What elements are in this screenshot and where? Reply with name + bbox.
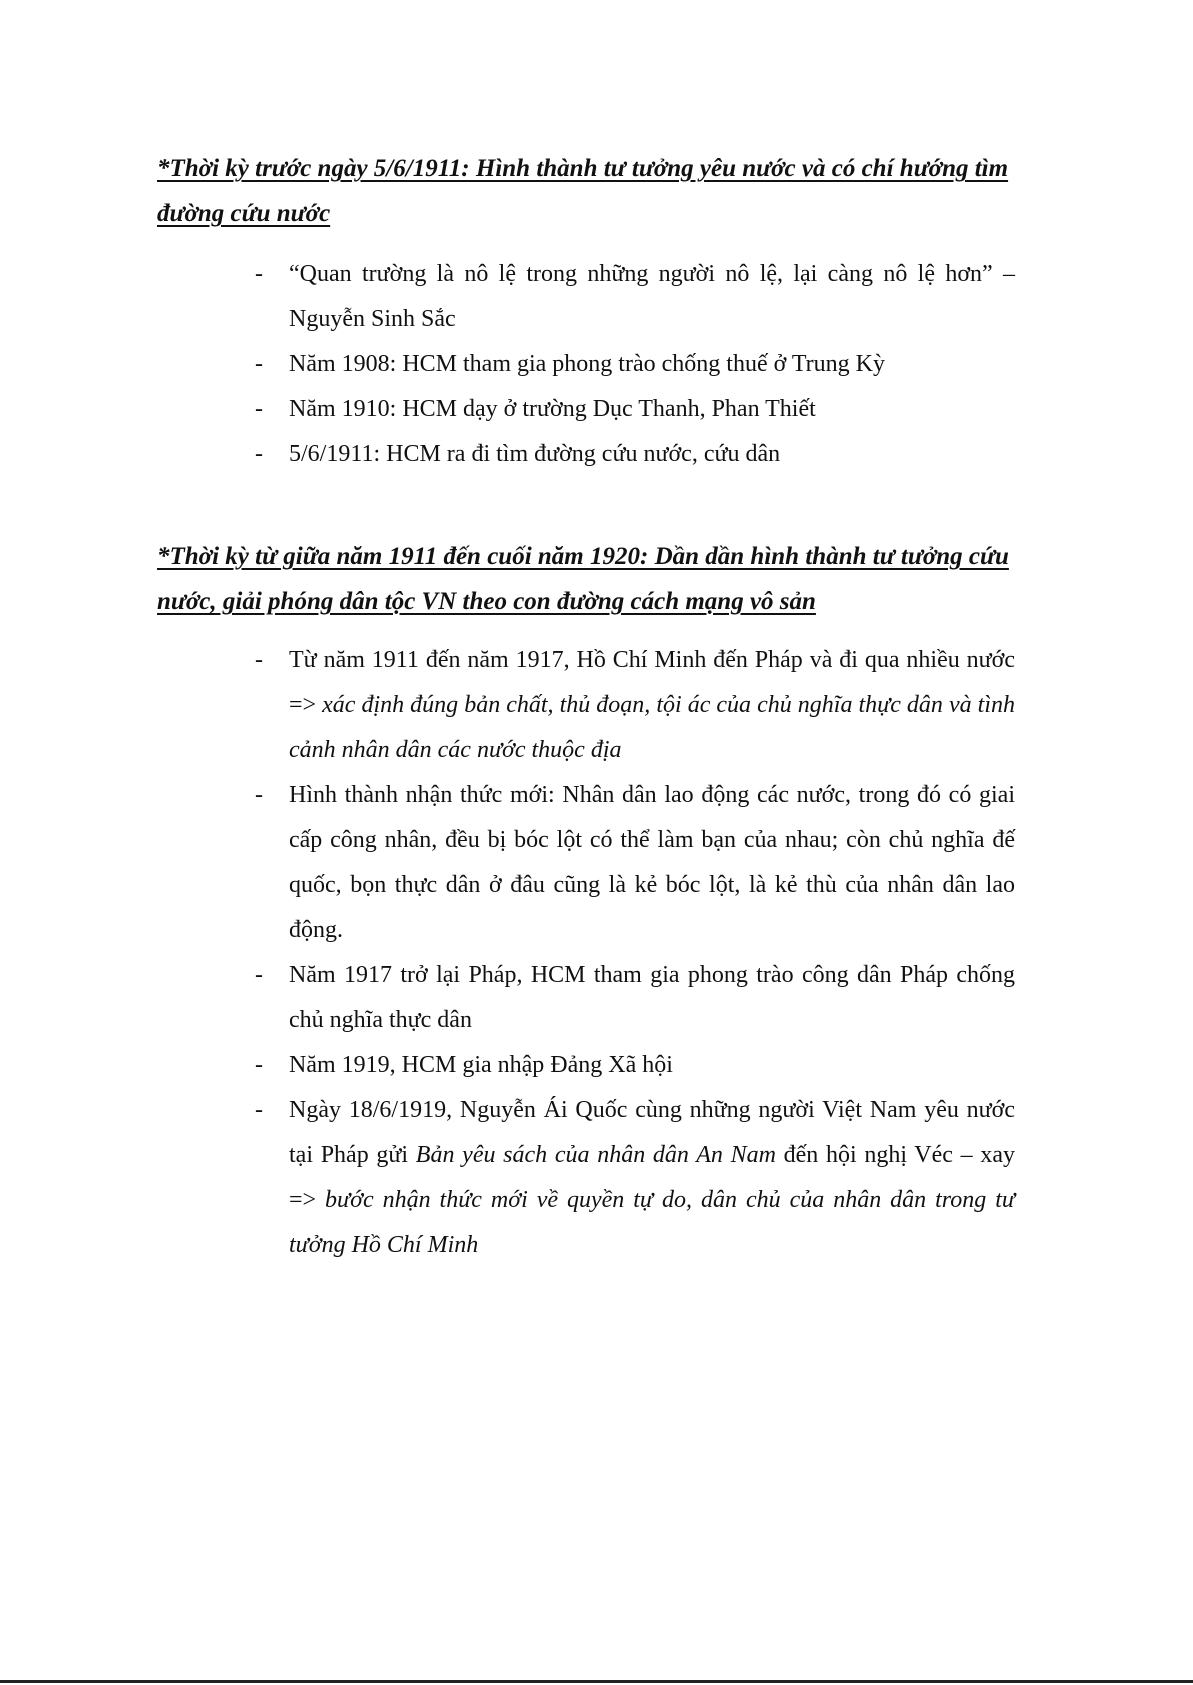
list-item-text: Năm 1917 trở lại Pháp, HCM tham gia phong trào công dân Pháp chống chủ nghĩa thực dân bbox=[289, 962, 1015, 1033]
bullet-dash: - bbox=[255, 441, 263, 467]
bullet-dash: - bbox=[255, 1097, 263, 1123]
bullet-dash: - bbox=[255, 782, 263, 808]
bullet-dash: - bbox=[255, 1052, 263, 1078]
list-item-text: Năm 1908: HCM tham gia phong trào chống thuế ở Trung Kỳ bbox=[289, 351, 885, 377]
bullet-list-1 bbox=[255, 252, 1015, 477]
list-item-text: Năm 1910: HCM dạy ở trường Dục Thanh, Phan Thiết bbox=[289, 396, 816, 422]
bullet-dash: - bbox=[255, 396, 263, 422]
list-item bbox=[255, 773, 1015, 953]
bullet-dash: - bbox=[255, 351, 263, 377]
list-item bbox=[255, 432, 1015, 477]
list-item-text: “Quan trường là nô lệ trong những người nô lệ, lại càng nô lệ hơn” – Nguyễn Sinh Sắc bbox=[289, 261, 1015, 332]
document-title-italic: Bản yêu sách của nhân dân An Nam bbox=[415, 1142, 776, 1168]
list-item bbox=[255, 1088, 1015, 1268]
list-item bbox=[255, 1043, 1015, 1088]
list-item-text: 5/6/1911: HCM ra đi tìm đường cứu nước, cứu dân bbox=[289, 441, 781, 467]
list-item-text: đến hội nghị Véc – xay => bbox=[289, 1142, 1016, 1213]
bullet-dash: - bbox=[255, 261, 263, 287]
list-item bbox=[255, 638, 1015, 773]
list-item-italic-text: bước nhận thức mới về quyền tự do, dân chủ của nhân dân trong tư tưởng Hồ Chí Minh bbox=[289, 1187, 1015, 1258]
page-bottom-rule bbox=[0, 1680, 1193, 1683]
list-item-italic-text: xác định đúng bản chất, thủ đoạn, tội ác của chủ nghĩa thực dân và tình cảnh nhân dân các nước thuộc địa bbox=[289, 692, 1015, 763]
list-item-text: Năm 1919, HCM gia nhập Đảng Xã hội bbox=[289, 1052, 673, 1078]
list-item-text: Từ năm 1911 đến năm 1917, Hồ Chí Minh đến Pháp và đi qua nhiều nước => bbox=[289, 647, 1015, 718]
bullet-dash: - bbox=[255, 647, 263, 673]
bullet-dash: - bbox=[255, 962, 263, 988]
list-item bbox=[255, 387, 1015, 432]
list-item-text: Ngày 18/6/1919, Nguyễn Ái Quốc cùng những người Việt Nam yêu nước tại Pháp gửi bbox=[289, 1097, 1015, 1168]
list-item bbox=[255, 953, 1015, 1043]
list-item bbox=[255, 252, 1015, 342]
bullet-list-2 bbox=[255, 638, 1015, 1268]
section-heading-1: *Thời kỳ trước ngày 5/6/1911: Hình thành tư tưởng yêu nước và có chí hướng tìm đường cứu nước bbox=[157, 155, 1009, 227]
list-item-text: Hình thành nhận thức mới: Nhân dân lao động các nước, trong đó có giai cấp công nhân, đều bị bóc lột có thể làm bạn của nhau; còn chủ nghĩa đế quốc, bọn thực dân ở đâu cũng là kẻ bóc lột, là kẻ thù của nhân dân lao động. bbox=[289, 782, 1015, 943]
section-heading-2: *Thời kỳ từ giữa năm 1911 đến cuối năm 1920: Dần dần hình thành tư tưởng cứu nước, giải phóng dân tộc VN theo con đường cách mạng vô sản bbox=[157, 543, 1009, 615]
list-item bbox=[255, 342, 1015, 387]
